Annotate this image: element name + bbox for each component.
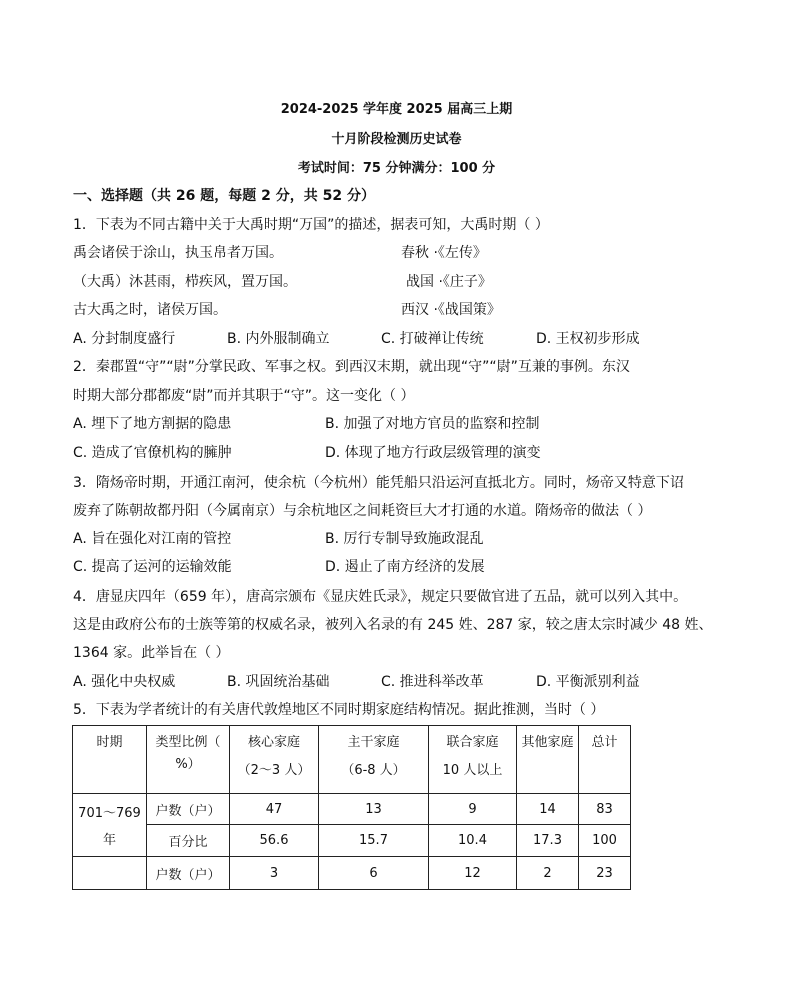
header-total [579,726,631,794]
header-joint-family [429,726,517,794]
table-row [73,794,631,825]
q3-option-d[interactable]: D. 遏止了南方经济的发展 [325,559,485,575]
cell-value: 100 [579,825,631,857]
question-4-line-1: 4．唐显庆四年（659 年），唐高宗颁布《显庆姓氏录》，规定只要做官进了五品，就可以列入其中。 [73,589,688,605]
q2-option-d[interactable]: D. 体现了地方行政层级管理的演变 [325,445,541,461]
q4-option-b[interactable]: B. 巩固统治基础 [227,674,330,690]
question-3-line-2: 废弃了陈朝故都丹阳（今属南京）与余杭地区之间耗资巨大才打通的水道。隋炀帝的做法（ ） [73,503,652,519]
cell-value: 14 [517,794,579,825]
q3-option-a[interactable]: A. 旨在强化对江南的管控 [73,531,232,547]
q1-source-3: 西汉 ·《战国策》 [401,302,501,318]
q1-option-b[interactable]: B. 内外服制确立 [227,331,330,347]
row-label: 百分比 [147,825,230,857]
question-2-line-1: 2．秦郡置“守”“尉”分掌民政、军事之权。到西汉末期，就出现“守”“尉”互兼的事例。东汉 [73,359,630,375]
cell-value: 10.4 [429,825,517,857]
q1-source-1: 春秋 ·《左传》 [401,245,487,261]
cell-value: 15.7 [319,825,429,857]
header-type-line-2: %） [175,757,201,772]
q1-option-d[interactable]: D. 王权初步形成 [536,331,640,347]
exam-info: 考试时间：75 分钟满分：100 分 [297,161,496,176]
header-core-family [230,726,319,794]
q1-quote-1: 禹会诸侯于涂山，执玉帛者万国。 [73,245,283,261]
q1-source-2: 战国 ·《庄子》 [406,274,492,290]
question-3-line-1: 3．隋炀帝时期，开通江南河，使余杭（今杭州）能凭船只沿运河直抵北方。同时，炀帝又特意下诏 [73,475,684,491]
cell-value: 3 [230,857,319,890]
q4-option-d[interactable]: D. 平衡派别利益 [536,674,640,690]
q1-option-c[interactable]: C. 打破禅让传统 [381,331,484,347]
row-label: 户数（户） [147,857,230,890]
q4-option-a[interactable]: A. 强化中央权威 [73,674,176,690]
period-line-2: 年 [102,833,116,848]
table-header-row [73,726,631,794]
cell-value: 83 [579,794,631,825]
question-2-line-2: 时期大部分郡都废“尉”而并其职于“守”。这一变化（ ） [73,388,415,404]
cell-value: 9 [429,794,517,825]
header-type [147,726,230,794]
header-type-line-1: 类型比例（ [155,735,221,750]
question-1-stem: 1．下表为不同古籍中关于大禹时期“万国”的描述，据表可知，大禹时期（ ） [73,217,549,233]
cell-value: 13 [319,794,429,825]
q3-option-c[interactable]: C. 提高了运河的运输效能 [73,559,232,575]
cell-value: 12 [429,857,517,890]
q1-quote-2: （大禹）沐甚雨，栉疾风，置万国。 [73,274,297,290]
header-period-text: 时期 [96,735,123,750]
header-other-text: 其他家庭 [521,735,574,750]
header-stem-line-2: （6-8 人） [341,763,406,778]
q3-option-b[interactable]: B. 厉行专制导致施政混乱 [325,531,484,547]
period-cell [73,794,147,857]
header-stem-family [319,726,429,794]
header-period [73,726,147,794]
header-total-text: 总计 [591,735,618,750]
q2-option-a[interactable]: A. 埋下了地方割据的隐患 [73,416,232,432]
cell-value: 56.6 [230,825,319,857]
header-core-line-2: （2～3 人） [237,763,311,778]
family-structure-table [72,725,631,890]
header-stem-line-1: 主干家庭 [347,735,400,750]
header-core-line-1: 核心家庭 [247,735,300,750]
section-heading: 一、选择题（共 26 题，每题 2 分，共 52 分） [73,188,375,204]
exam-title: 2024-2025 学年度 2025 届高三上期 [280,102,513,117]
cell-value: 2 [517,857,579,890]
period-cell-empty [73,857,147,890]
cell-value: 47 [230,794,319,825]
cell-value: 23 [579,857,631,890]
q2-option-c[interactable]: C. 造成了官僚机构的臃肿 [73,445,232,461]
q4-option-c[interactable]: C. 推进科举改革 [381,674,484,690]
q1-quote-3: 古大禹之时，诸侯万国。 [73,302,227,318]
table-row [73,857,631,890]
q1-option-a[interactable]: A. 分封制度盛行 [73,331,176,347]
period-line-1: 701～769 [78,806,141,821]
question-4-line-2: 这是由政府公布的士族等第的权威名录，被列入名录的有 245 姓、287 家，较之唐太宗时减少 48 姓、 [73,617,713,633]
question-4-line-3: 1364 家。此举旨在（ ） [73,645,230,661]
cell-value: 6 [319,857,429,890]
exam-subtitle: 十月阶段检测历史试卷 [331,132,462,147]
header-joint-line-2: 10 人以上 [442,763,503,778]
header-other-family [517,726,579,794]
question-5-stem: 5．下表为学者统计的有关唐代敦煌地区不同时期家庭结构情况。据此推测，当时（ ） [73,702,605,718]
row-label: 户数（户） [147,794,230,825]
header-joint-line-1: 联合家庭 [446,735,499,750]
cell-value: 17.3 [517,825,579,857]
q2-option-b[interactable]: B. 加强了对地方官员的监察和控制 [325,416,540,432]
table-row [73,825,631,857]
